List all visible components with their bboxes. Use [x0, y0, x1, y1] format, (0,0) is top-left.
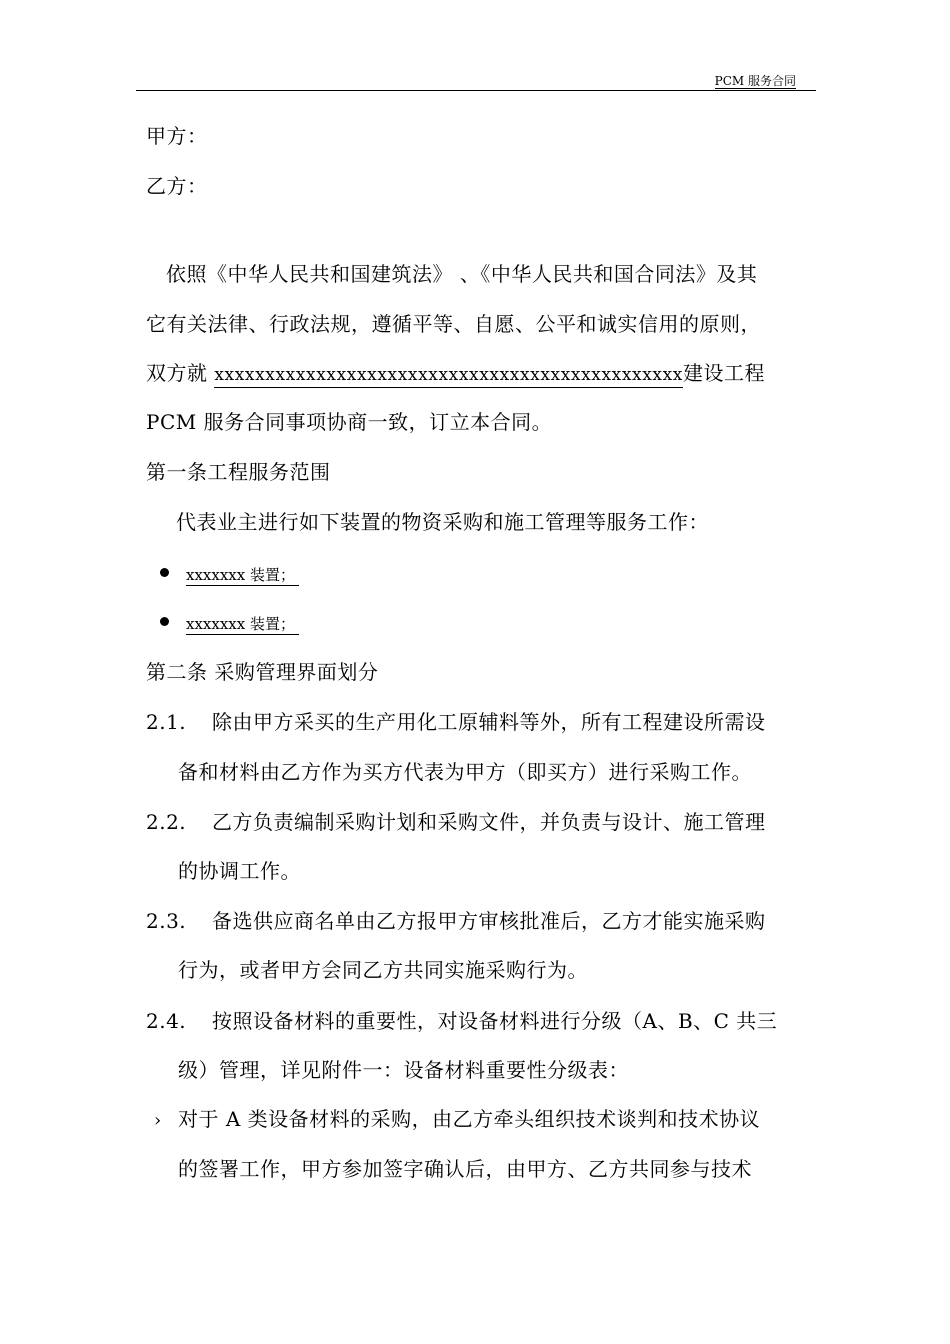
arrow-bullet-icon: › — [154, 1110, 162, 1131]
list-item — [160, 615, 299, 635]
clause-number: 2.4. — [146, 1009, 187, 1033]
clause-text: 除由甲方采买的生产用化工原辅料等外，所有工程建设所需设 — [212, 710, 766, 734]
preamble-line-2: 它有关法律、行政法规，遵循平等、自愿、公平和诚实信用的原则， — [146, 312, 761, 336]
clause-2-4-line-1 — [146, 1009, 777, 1033]
preamble-line-3 — [146, 361, 765, 387]
preamble-line-4: PCM 服务合同事项协商一致，订立本合同。 — [146, 410, 553, 434]
clause-2-4-line-2: 级）管理，详见附件一：设备材料重要性分级表： — [178, 1058, 629, 1082]
bullet-dot-icon — [160, 568, 169, 577]
subitem-line-1 — [146, 1107, 760, 1133]
preamble-prefix: 双方就 — [146, 361, 215, 385]
clause-text: 乙方负责编制采购计划和采购文件，并负责与设计、施工管理 — [212, 810, 766, 834]
clause-text: 按照设备材料的重要性，对设备材料进行分级（A、B、C 共三 — [212, 1009, 778, 1033]
bullet-dot-icon — [160, 617, 169, 626]
clause-number: 2.2. — [146, 810, 187, 834]
header-title: PCM 服务合同 — [714, 74, 796, 88]
party-b-label: 乙方： — [146, 174, 208, 198]
project-name-blank: xxxxxxxxxxxxxxxxxxxxxxxxxxxxxxxxxxxxxxxxxxxxxx — [214, 365, 683, 388]
clause-number: 2.3. — [146, 909, 187, 933]
clause-2-1-line-2: 备和材料由乙方作为买方代表为甲方（即买方）进行采购工作。 — [178, 760, 752, 784]
clause-2-3-line-2: 行为，或者甲方会同乙方共同实施采购行为。 — [178, 958, 588, 982]
list-item — [160, 566, 299, 586]
clause-2-3-line-1 — [146, 909, 766, 933]
list-item-text: xxxxxxx 装置； — [186, 615, 299, 635]
article-1-intro: 代表业主进行如下装置的物资采购和施工管理等服务工作： — [176, 510, 709, 534]
article-1-title: 第一条工程服务范围 — [146, 460, 331, 484]
subitem-text: 对于 A 类设备材料的采购，由乙方牵头组织技术谈判和技术协议 — [178, 1107, 761, 1131]
list-item-text: xxxxxxx 装置； — [186, 566, 299, 586]
article-2-title: 第二条 采购管理界面划分 — [146, 660, 379, 684]
clause-2-1-line-1 — [146, 710, 766, 734]
clause-2-2-line-1 — [146, 810, 766, 834]
clause-2-2-line-2: 的协调工作。 — [178, 859, 301, 883]
clause-number: 2.1. — [146, 710, 187, 734]
page-header — [136, 72, 816, 91]
party-a-label: 甲方： — [146, 124, 208, 148]
subitem-line-2: 的签署工作，甲方参加签字确认后，由甲方、乙方共同参与技术 — [178, 1157, 752, 1181]
clause-text: 备选供应商名单由乙方报甲方审核批准后，乙方才能实施采购 — [212, 909, 766, 933]
preamble-line-1: 依照《中华人民共和国建筑法》 、《中华人民共和国合同法》及其 — [166, 262, 758, 286]
preamble-suffix: 建设工程 — [682, 361, 765, 385]
